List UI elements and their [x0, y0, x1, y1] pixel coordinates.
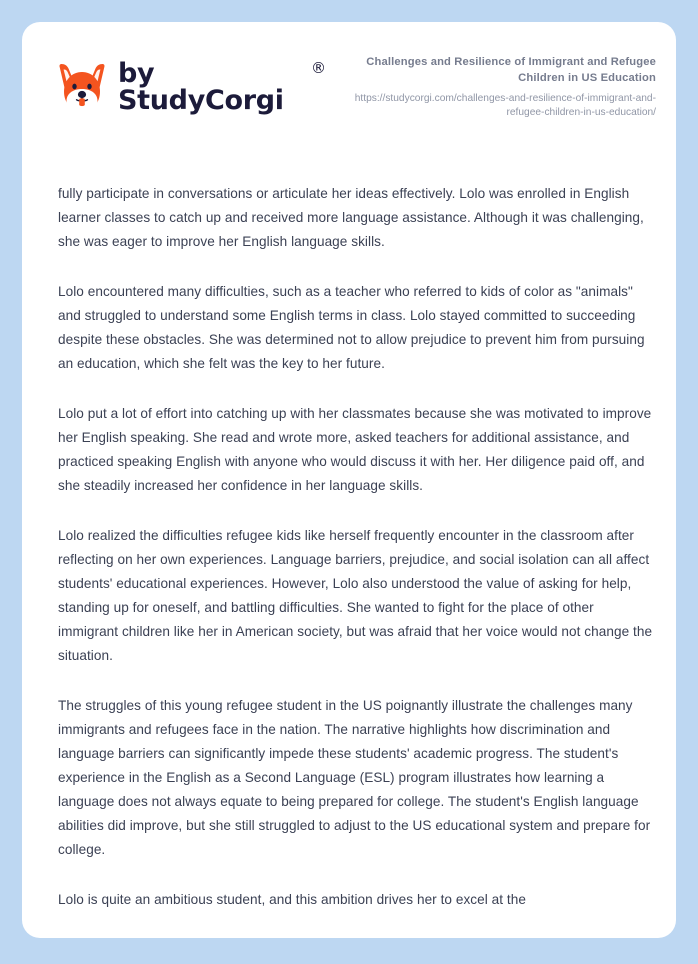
body-paragraph: Lolo encountered many difficulties, such as a teacher who referred to kids of color as "animals" and struggled to understand some English terms in class. Lolo stayed committed to succeeding despite these obstacles. She was determined not to allow prejudice to prevent him from pursuing an education, which she felt was the key to her future.: [58, 284, 645, 371]
body-paragraph: Lolo put a lot of effort into catching up with her classmates because she was motivated to improve her English speaking. She read and wrote more, asked teachers for additional assistance, and practiced speaking English with anyone who would discuss it with her. Her diligence paid off, and she steadily increased her confidence in her language skills.: [58, 406, 652, 493]
corgi-face-logo-icon: [58, 61, 106, 113]
document-page-card: [22, 22, 676, 938]
body-paragraph: fully participate in conversations or articulate her ideas effectively. Lolo was enrolled in English learner classes to catch up and received more language assistance. Although it was challenging, she was eager to improve her English language skills.: [58, 186, 644, 249]
header-article-meta: [326, 53, 656, 121]
body-paragraph: Lolo is quite an ambitious student, and this ambition drives her to excel at the: [58, 892, 526, 907]
article-url[interactable]: https://studycorgi.com/challenges-and-resilience-of-immigrant-and-refugee-children-in-us-education/: [354, 92, 656, 119]
brand-wordmark: [118, 60, 326, 114]
brand-wordmark-text: by StudyCorgi: [118, 58, 284, 116]
body-paragraph: Lolo realized the difficulties refugee kids like herself frequently encounter in the classroom after reflecting on her own experiences. Language barriers, prejudice, and social isolation can all affect students' educational experiences. However, Lolo also understood the value of asking for help, standing up for oneself, and battling difficulties. She wanted to fight for the place of other immigrant children like her in American society, but was afraid that her voice would not change the situation.: [58, 528, 653, 663]
document-header: [22, 22, 676, 152]
registered-trademark-icon: ®: [311, 59, 326, 77]
article-title: Challenges and Resilience of Immigrant and Refugee Children in US Education: [366, 56, 656, 84]
document-body: [58, 182, 656, 912]
brand-lockup[interactable]: [58, 60, 326, 114]
body-paragraph: The struggles of this young refugee student in the US poignantly illustrate the challenges many immigrants and refugees face in the nation. The narrative highlights how discrimination and language barriers can significantly impede these students' academic progress. The student's experience in the English as a Second Language (ESL) program illustrates how learning a language does not always equate to being prepared for college. The student's English language abilities did improve, but she still struggled to adjust to the US educational system and prepare for college.: [58, 698, 651, 857]
